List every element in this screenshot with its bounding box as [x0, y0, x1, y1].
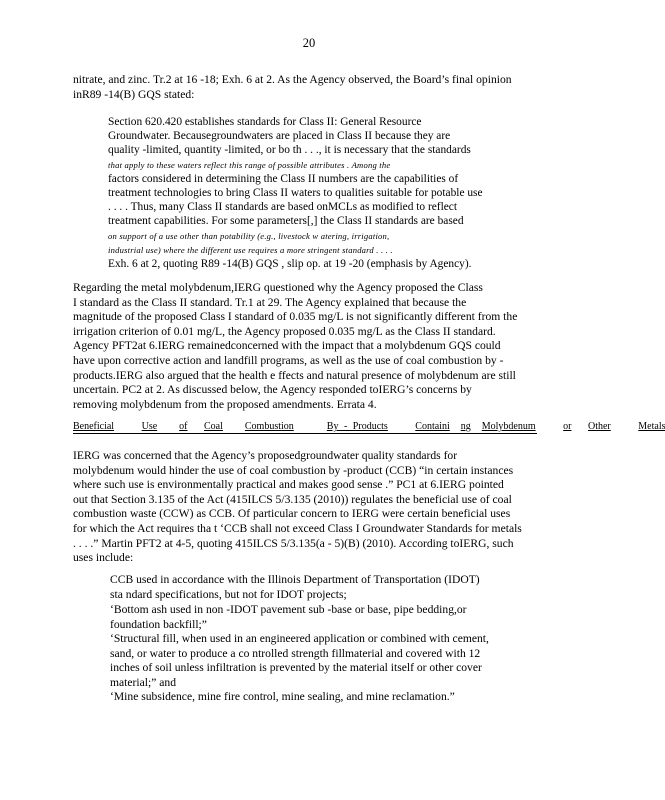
heading-word: Metals [638, 421, 665, 432]
heading-word: or [563, 421, 572, 432]
text-line: nitrate, and zinc. Tr.2 at 16 -18; Exh. 6 at 2. As the Agency observed, the Board’s final opinion [73, 73, 512, 86]
heading-word: Combustion [244, 421, 294, 432]
text-line: for which the Act requires tha t ‘CCB shall not exceed Class I Groundwater Standards for metals [73, 521, 522, 535]
text-line: . . . .” Martin PFT2 at 4-5, quoting 415ILCS 5/3.135(a - 5)(B) (2010). According toIERG, such [73, 536, 514, 550]
text-line: Agency PFT2at 6.IERG remainedconcerned with the impact that a molybdenum GQS could [73, 339, 501, 353]
quote-line: quality -limited, quantity -limited, or bo th . . ., it is necessary that the standards [108, 144, 471, 157]
text-line: molybdenum would hinder the use of coal combustion by -product (CCB) “in certain instances [73, 463, 514, 477]
text-line: I standard as the Class II standard. Tr.1 at 29. The Agency explained that because the [73, 295, 467, 309]
heading-word: Coal [204, 421, 223, 432]
list-item-line: inches of soil unless infiltration is prevented by the material itself or other cover [110, 661, 482, 675]
list-item-line: ‘Structural fill, when used in an engineered application or combined with cement, [110, 632, 489, 645]
quote-line: Section 620.420 establishes standards for Class II: General Resource [108, 116, 422, 128]
heading-word: Containi [415, 421, 450, 432]
ccb-paragraph [73, 449, 535, 566]
text-line: magnitude of the proposed Class I standard of 0.035 mg/L is not significantly different from the [73, 310, 518, 324]
text-line: uses include: [73, 551, 134, 565]
heading-word: of [179, 421, 188, 432]
text-line: inR89 -14(B) GQS stated: [73, 87, 195, 101]
quote-line: treatment technologies to bring Class II waters to qualities suitable for potable use [108, 187, 483, 200]
list-item-line: foundation backfill;” [110, 617, 207, 631]
heading-word: Other [587, 421, 611, 432]
heading-word: Beneficial [73, 421, 115, 432]
text-line: have upon corrective action and landfill programs, as well as the use of coal combustion by - [73, 353, 504, 367]
intro-paragraph [73, 73, 535, 102]
heading-word: Molybdenum [481, 421, 536, 432]
text-line: combustion waste (CCW) as CCB. Of particular concern to IERG were certain beneficial uses [73, 507, 511, 521]
text-line: IERG was concerned that the Agency’s proposedgroundwater quality standards for [73, 449, 458, 462]
heading-word: By - Products [326, 421, 388, 432]
section-heading [73, 421, 665, 432]
list-item-line: material;” and [110, 675, 176, 689]
text-line: uncertain. PC2 at 2. As discussed below, the Agency responded toIERG’s concerns by [73, 383, 472, 397]
quote-line: treatment capabilities. For some parameters[,] the Class II standards are based [108, 215, 464, 228]
quote-line: Exh. 6 at 2, quoting R89 -14(B) GQS , slip op. at 19 -20 (emphasis by Agency). [108, 258, 472, 271]
heading-word: ng [460, 421, 471, 432]
text-line: where such use is environmentally practical and makes good sense .” PC1 at 6.IERG pointed [73, 478, 504, 492]
list-item-line: sta ndard specifications, but not for IDOT projects; [110, 587, 347, 601]
text-line: products.IERG also argued that the health e ffects and natural presence of molybdenum are still [73, 368, 516, 382]
text-line: irrigation criterion of 0.01 mg/L, the Agency proposed 0.035 mg/L as the Class II standard. [73, 324, 496, 338]
list-item-line: ‘Mine subsidence, mine fire control, mine sealing, and mine reclamation.” [110, 690, 455, 703]
page-number: 20 [302, 36, 316, 50]
quote-line: . . . . Thus, many Class II standards are based onMCLs as modified to reflect [108, 201, 458, 214]
molybdenum-paragraph [73, 281, 535, 412]
heading-word: Use [141, 421, 158, 432]
list-item-line: sand, or water to produce a co ntrolled strength fillmaterial and covered with 12 [110, 646, 481, 660]
text-line: Regarding the metal molybdenum,IERG questioned why the Agency proposed the Class [73, 281, 483, 294]
quote-line: Groundwater. Becausegroundwaters are placed in Class II because they are [108, 130, 451, 143]
text-line: removing molybdenum from the proposed amendments. Errata 4. [73, 397, 377, 411]
block-quote [108, 115, 503, 271]
quote-line-italic: on support of a use other than potability (e.g., livestock w atering, irrigation, [108, 230, 390, 241]
quote-line-italic: that apply to these waters reflect this range of possible attributes . Among the [108, 159, 391, 170]
quote-line-italic: industrial use) where the different use requires a more stringent standard . . . . [108, 244, 393, 255]
text-line: out that Section 3.135 of the Act (415ILCS 5/3.135 (2010)) regulates the beneficial use of coal [73, 492, 512, 506]
quote-line: factors considered in determining the Class II numbers are the capabilities of [108, 172, 459, 185]
list-item-line: ‘Bottom ash used in non -IDOT pavement sub -base or base, pipe bedding,or [110, 603, 467, 616]
list-item-line: CCB used in accordance with the Illinois Department of Transportation (IDOT) [110, 573, 480, 586]
heading-rule [73, 433, 537, 434]
